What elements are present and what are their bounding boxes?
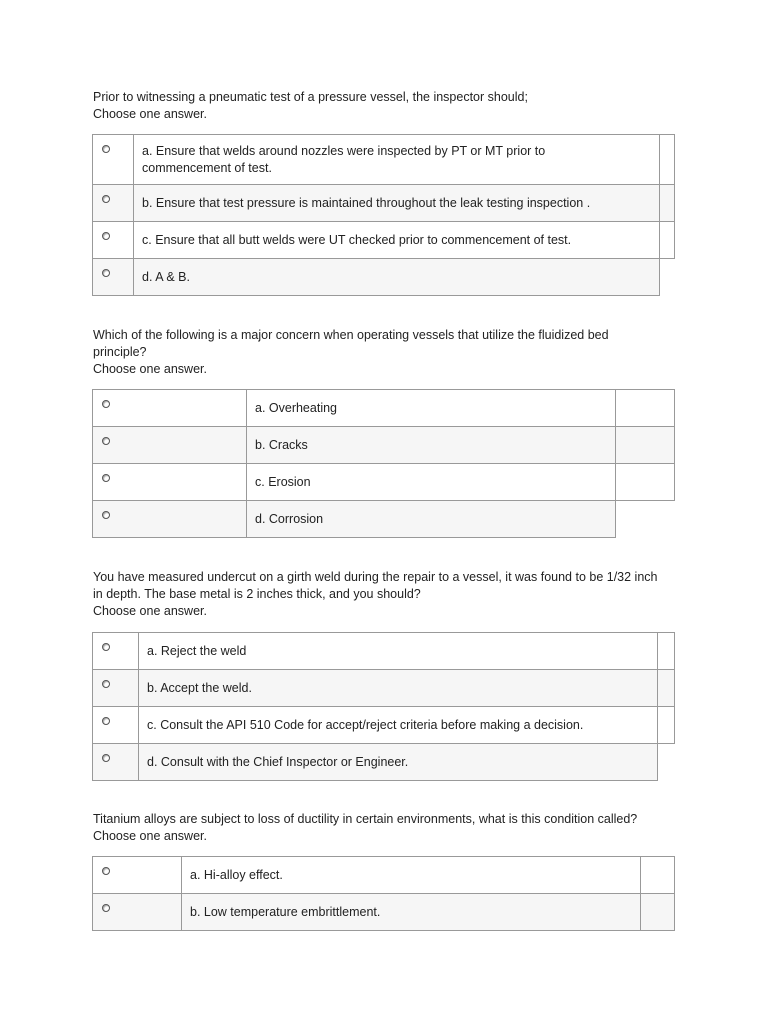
question-4-answers — [92, 856, 675, 931]
answer-label: c. Erosion — [247, 464, 616, 501]
answer-label: b. Ensure that test pressure is maintained throughout the leak testing inspection . — [134, 185, 660, 222]
radio-button[interactable] — [102, 511, 110, 519]
radio-button[interactable] — [102, 717, 110, 725]
question-3-answers — [92, 632, 675, 781]
answer-label: a. Reject the weld — [139, 633, 658, 670]
question-1-text — [93, 89, 528, 123]
answer-row[interactable] — [93, 222, 675, 259]
radio-button[interactable] — [102, 680, 110, 688]
answer-row[interactable] — [93, 464, 675, 501]
answer-label: d. A & B. — [134, 259, 660, 296]
question-prompt: in depth. The base metal is 2 inches thick, and you should? — [93, 587, 421, 601]
answer-row[interactable] — [93, 501, 675, 538]
answer-label: a. Ensure that welds around nozzles were inspected by PT or MT prior to commencement of test. — [134, 135, 660, 185]
answer-label: b. Low temperature embrittlement. — [182, 894, 641, 931]
answer-row[interactable] — [93, 259, 675, 296]
answer-label: b. Cracks — [247, 427, 616, 464]
answer-label: c. Ensure that all butt welds were UT checked prior to commencement of test. — [134, 222, 660, 259]
answer-label: d. Consult with the Chief Inspector or Engineer. — [139, 744, 658, 781]
question-3-text — [93, 569, 657, 620]
choose-one-instruction: Choose one answer. — [93, 829, 207, 843]
answer-label: d. Corrosion — [247, 501, 616, 538]
radio-button[interactable] — [102, 437, 110, 445]
choose-one-instruction: Choose one answer. — [93, 362, 207, 376]
question-2-text — [93, 327, 609, 378]
radio-button[interactable] — [102, 904, 110, 912]
choose-one-instruction: Choose one answer. — [93, 107, 207, 121]
answer-label: a. Overheating — [247, 390, 616, 427]
answer-label: b. Accept the weld. — [139, 670, 658, 707]
answer-row[interactable] — [93, 135, 675, 185]
choose-one-instruction: Choose one answer. — [93, 604, 207, 618]
answer-row[interactable] — [93, 707, 675, 744]
radio-button[interactable] — [102, 474, 110, 482]
question-prompt: Prior to witnessing a pneumatic test of a pressure vessel, the inspector should; — [93, 90, 528, 104]
question-2-answers — [92, 389, 675, 538]
question-prompt: You have measured undercut on a girth weld during the repair to a vessel, it was found to be 1/32 inch — [93, 570, 658, 584]
question-1-answers — [92, 134, 675, 296]
answer-row[interactable] — [93, 427, 675, 464]
radio-button[interactable] — [102, 145, 110, 153]
radio-button[interactable] — [102, 195, 110, 203]
answer-row[interactable] — [93, 390, 675, 427]
answer-row[interactable] — [93, 185, 675, 222]
radio-button[interactable] — [102, 400, 110, 408]
question-4-text — [93, 811, 637, 845]
radio-button[interactable] — [102, 643, 110, 651]
answer-row[interactable] — [93, 744, 675, 781]
answer-row[interactable] — [93, 670, 675, 707]
radio-button[interactable] — [102, 867, 110, 875]
answer-label: a. Hi-alloy effect. — [182, 857, 641, 894]
radio-button[interactable] — [102, 232, 110, 240]
answer-row[interactable] — [93, 633, 675, 670]
answer-row[interactable] — [93, 894, 675, 931]
radio-button[interactable] — [102, 269, 110, 277]
question-prompt: principle? — [93, 345, 147, 359]
answer-label: c. Consult the API 510 Code for accept/reject criteria before making a decision. — [139, 707, 658, 744]
answer-row[interactable] — [93, 857, 675, 894]
question-prompt: Which of the following is a major concern when operating vessels that utilize the fluidized bed — [93, 328, 609, 342]
question-prompt: Titanium alloys are subject to loss of ductility in certain environments, what is this condition called? — [93, 812, 638, 826]
radio-button[interactable] — [102, 754, 110, 762]
